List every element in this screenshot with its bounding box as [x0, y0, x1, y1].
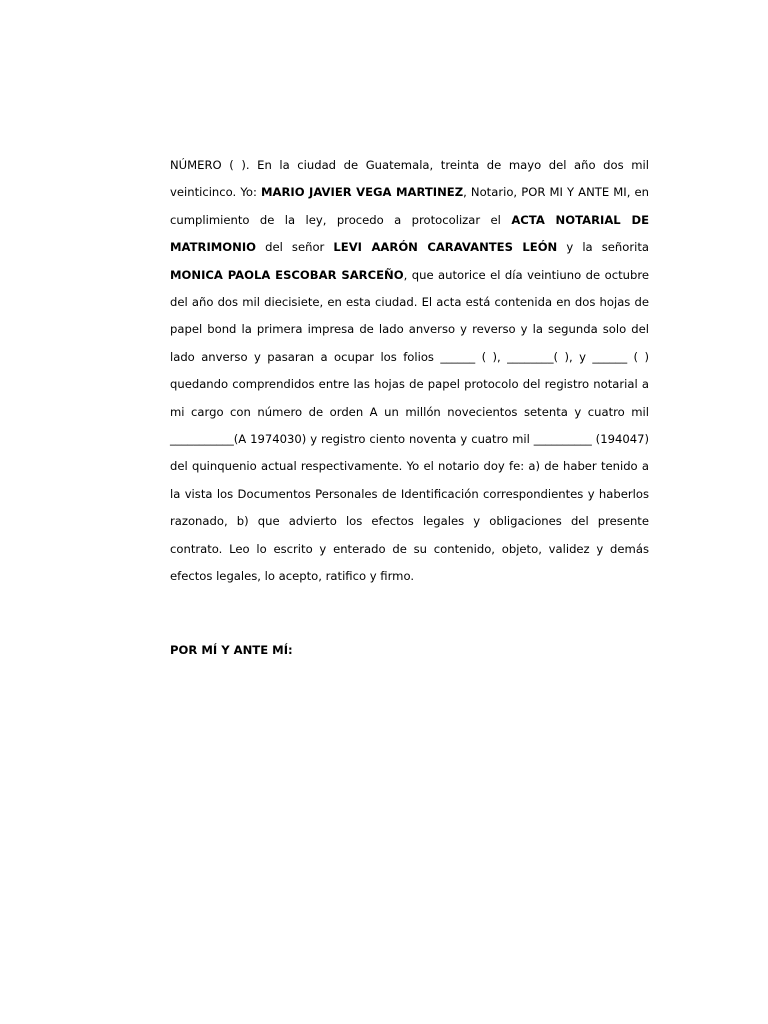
- groom-name: LEVI AARÓN CARAVANTES LEÓN: [333, 240, 558, 255]
- paragraph-segment: NÚMERO ( ). En la ciudad de Guatemala, treinta de mayo del año dos mil veinticinco. Yo:: [170, 158, 649, 200]
- paragraph-segment: y la señorita: [557, 240, 649, 255]
- notarial-act-paragraph: [170, 152, 649, 591]
- paragraph-segment: , Notario, POR MI Y ANTE MI, en cumplimiento de la ley, procedo a protocolizar el: [170, 185, 649, 227]
- paragraph-segment: del señor: [256, 240, 334, 255]
- notary-name: MARIO JAVIER VEGA MARTINEZ: [260, 185, 464, 200]
- bride-name: MONICA PAOLA ESCOBAR SARCEÑO: [170, 267, 404, 282]
- paragraph-segment: , que autorice el día veintiuno de octubre del año dos mil diecisiete, en esta ciudad. El acta está contenida en dos hojas de papel bond la primera impresa de lado anverso y reverso y la segunda solo del lado anverso y pasaran a ocupar los folios ______ ( ), ________( ), y ______ ( ) quedando comprendidos entre las hojas de papel protocolo del registro notarial a mi cargo con número de orden A un millón novecientos setenta y cuatro mil ___________(A 1974030) y registro ciento noventa y cuatro mil __________ (194047) del quinquenio actual respectivamente. Yo el notario doy fe: a) de haber tenido a la vista los Documentos Personales de Identificación correspondientes y haberlos razonado, b) que advierto los efectos legales y obligaciones del presente contrato. Leo lo escrito y enterado de su contenido, objeto, validez y demás efectos legales, lo acepto, ratifico y firmo.: [170, 267, 649, 584]
- signature-label: POR MÍ Y ANTE MÍ:: [170, 643, 293, 657]
- act-title: ACTA NOTARIAL DE MATRIMONIO: [170, 212, 649, 255]
